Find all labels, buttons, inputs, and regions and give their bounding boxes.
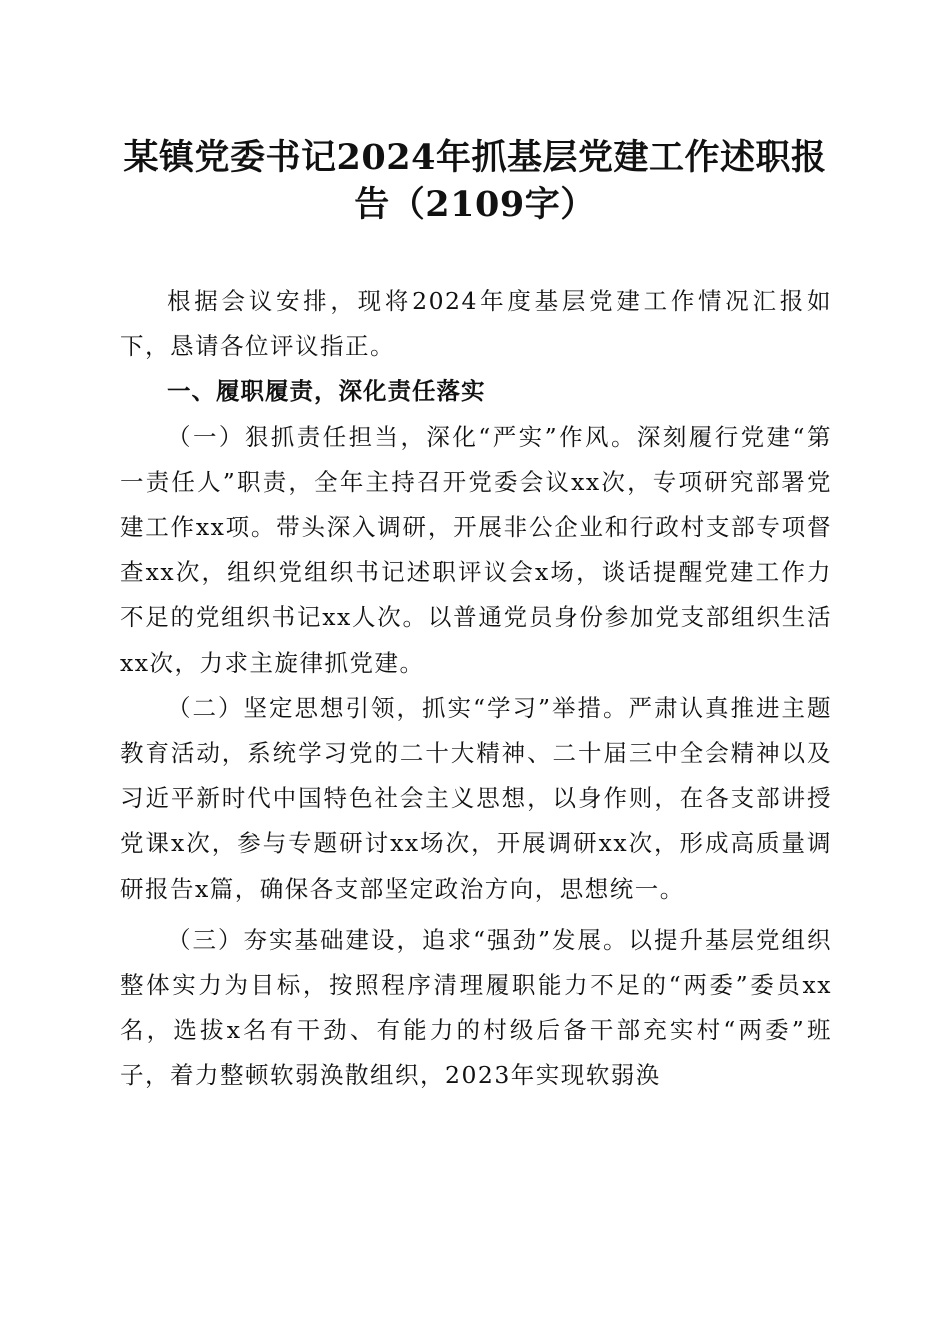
body-paragraph: （二）坚定思想引领，抓实“学习”举措。严肃认真推进主题教育活动，系统学习党的二十大精神、二十届三中全会精神以及习近平新时代中国特色社会主义思想，以身作则，在各支部讲授党课x次，参与专题研讨xx场次，开展调研xx次，形成高质量调研报告x篇，确保各支部坚定政治方向，思想统一。 bbox=[120, 693, 832, 903]
document-body bbox=[120, 279, 832, 1099]
body-paragraph: （一）狠抓责任担当，深化“严实”作风。深刻履行党建“第一责任人”职责，全年主持召开党委会议xx次，专项研究部署党建工作xx项。带头深入调研，开展非公企业和行政村支部专项督查xx次，组织党组织书记述职评议会x场，谈话提醒党建工作力不足的党组织书记xx人次。以普通党员身份参加党支部组织生活xx次，力求主旋律抓党建。 bbox=[120, 422, 832, 677]
body-paragraph: （三）夯实基础建设，追求“强劲”发展。以提升基层党组织整体实力为目标，按照程序清理履职能力不足的“两委”委员xx名，选拔x名有干劲、有能力的村级后备干部充实村“两委”班子，着力整顿软弱涣散组织，2023年实现软弱涣 bbox=[120, 925, 832, 1090]
document-title: 某镇党委书记2024年抓基层党建工作述职报告（2109字） bbox=[123, 137, 827, 225]
section-heading: 一、履职履责，深化责任落实 bbox=[167, 377, 486, 406]
intro-paragraph: 根据会议安排，现将2024年度基层党建工作情况汇报如下，恳请各位评议指正。 bbox=[120, 287, 832, 361]
